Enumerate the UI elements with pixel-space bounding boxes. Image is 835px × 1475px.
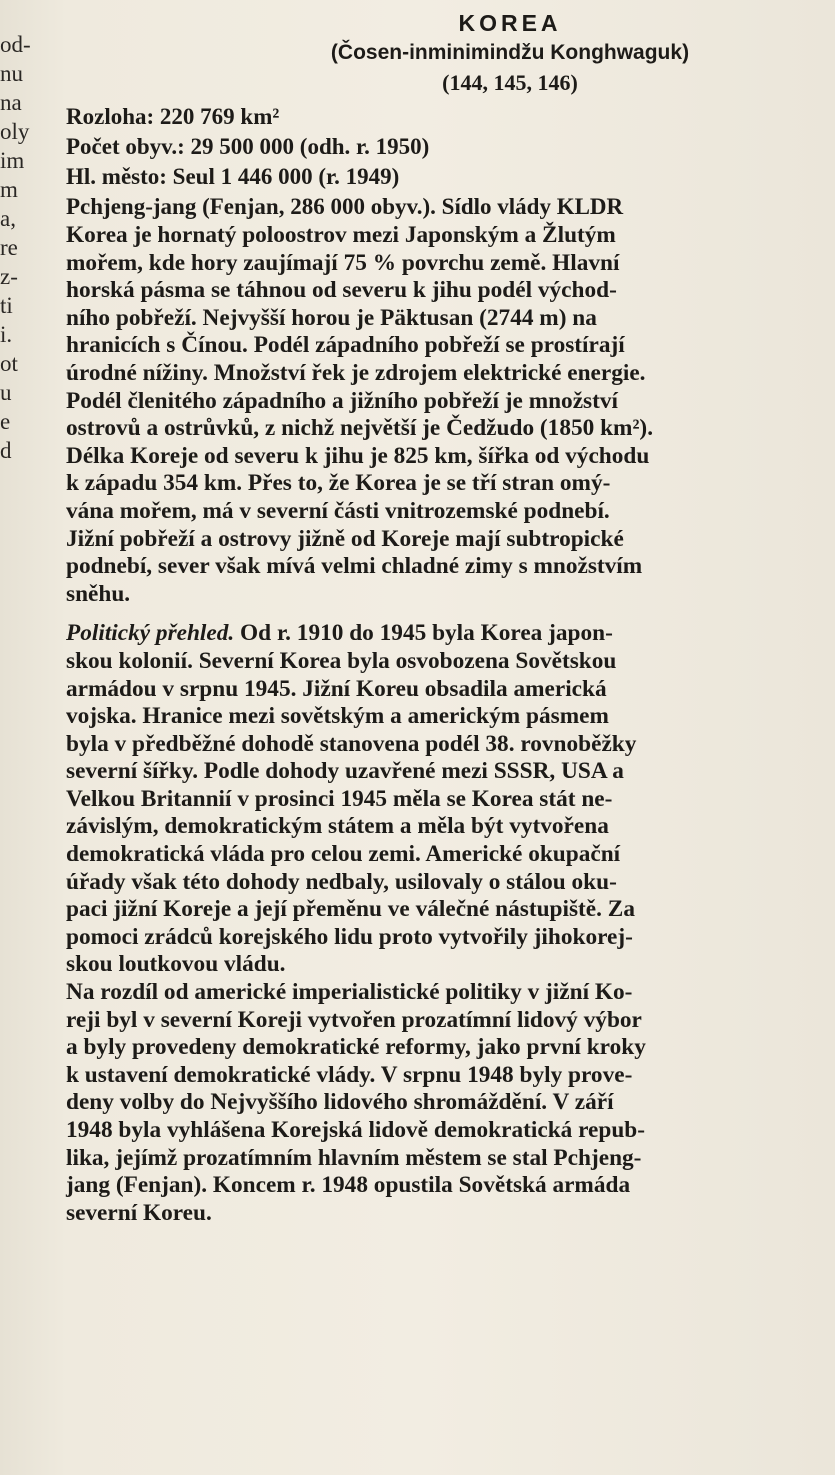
text-line: mořem, kde hory zaujímají 75 % povrchu země. Hlavní <box>66 249 620 276</box>
margin-fragment: od- <box>0 32 31 57</box>
section-heading-political: Politický přehled. <box>66 620 235 647</box>
text-line: armádou v srpnu 1945. Jižní Koreu obsadila americká <box>66 675 607 702</box>
paragraph-geography <box>66 222 824 608</box>
text-line: úřady však této dohody nedbaly, usilovaly o stálou oku- <box>66 868 617 895</box>
text-line: 1948 byla vyhlášena Korejská lidově demokratická repub- <box>66 1117 646 1143</box>
text-line: skou kolonií. Severní Korea byla osvobozena Sovětskou <box>66 647 617 674</box>
text-line: ního pobřeží. Nejvyšší horou je Päktusan (2744 m) na <box>66 304 597 331</box>
text-line: vojska. Hranice mezi sovětským a americkým pásmem <box>66 703 609 730</box>
fact-capital: Hl. město: Seul 1 446 000 (r. 1949) <box>66 164 400 189</box>
text-line: podnebí, sever však mívá velmi chladné zimy s množstvím <box>66 553 643 580</box>
text-line: Podél členitého západního a jižního pobřeží je množství <box>66 387 618 414</box>
text-line: horská pásma se táhnou od severu k jihu podél východ- <box>66 277 617 304</box>
text-line: a byly provedeny demokratické reformy, jako první kroky <box>66 1034 646 1061</box>
article-subtitle: (Čosen-inminimindžu Konghwaguk) <box>330 41 690 64</box>
text-line: jang (Fenjan). Koncem r. 1948 opustila Sovětská armáda <box>66 1172 631 1199</box>
text-line: sněhu. <box>66 580 131 607</box>
paragraph-north-korea <box>66 979 824 1227</box>
margin-fragment: m <box>0 177 18 202</box>
text-line: Korea je hornatý poloostrov mezi Japonským a Žlutým <box>66 222 616 248</box>
text-line: deny volby do Nejvyššího lidového shromáždění. V září <box>66 1089 614 1116</box>
margin-fragment: d <box>0 438 12 463</box>
text-line: byla v předběžné dohodě stanovena podél 38. rovnoběžky <box>66 730 637 757</box>
article-korea <box>66 8 824 1227</box>
text-line: pomoci zrádců korejského lidu proto vytvořily jihokorej- <box>66 923 633 950</box>
margin-fragment: im <box>0 148 25 173</box>
text-line: vána mořem, má v severní části vnitrozemské podnebí. <box>66 497 610 524</box>
article-title: KOREA <box>458 10 562 36</box>
margin-fragment: ot <box>0 351 18 376</box>
text-line: Na rozdíl od americké imperialistické politiky v jižní Ko- <box>66 979 633 1006</box>
text-line: hranicích s Čínou. Podél západního pobřeží se prostírají <box>66 332 625 359</box>
paragraph-political-first-line <box>66 620 824 648</box>
margin-fragment: nu <box>0 61 23 86</box>
margin-fragment: a, <box>0 206 16 231</box>
margin-fragment: oly <box>0 119 30 144</box>
text-line: Jižní pobřeží a ostrovy jižně od Koreje mají subtropické <box>66 525 624 552</box>
map-references: (144, 145, 146) <box>442 70 578 95</box>
text-line: k západu 354 km. Přes to, že Korea je se tří stran omý- <box>66 470 611 497</box>
text-line: paci jižní Koreje a její přeměnu ve válečné nástupiště. Za <box>66 896 635 923</box>
text-line: reji byl v severní Koreji vytvořen prozatímní lidový výbor <box>66 1006 642 1033</box>
fact-area: Rozloha: 220 769 km² <box>66 104 280 129</box>
text-line: skou loutkovou vládu. <box>66 951 286 978</box>
margin-fragment: z- <box>0 264 18 289</box>
text-line: lika, jejímž prozatímním hlavním městem se stal Pchjeng- <box>66 1144 642 1171</box>
text-line: severní šířky. Podle dohody uzavřené mezi SSSR, USA a <box>66 758 624 785</box>
margin-fragment: u <box>0 380 12 405</box>
fact-population: Počet obyv.: 29 500 000 (odh. r. 1950) <box>66 134 430 159</box>
margin-fragment: i. <box>0 322 13 347</box>
political-first-line-rest: Od r. 1910 do 1945 byla Korea japon- <box>234 620 613 647</box>
text-line: úrodné nížiny. Množství řek je zdrojem elektrické energie. <box>66 359 646 386</box>
text-line: Velkou Britannií v prosinci 1945 měla se Korea stát ne- <box>66 785 613 812</box>
text-line: severní Koreu. <box>66 1199 212 1226</box>
fact-list <box>66 102 824 222</box>
margin-fragment: e <box>0 409 11 434</box>
margin-fragment: na <box>0 90 22 115</box>
text-line: demokratická vláda pro celou zemi. Americké okupační <box>66 841 621 868</box>
paragraph-political <box>66 620 824 979</box>
text-line: Délka Koreje od severu k jihu je 825 km, šířka od východu <box>66 442 650 469</box>
text-line: k ustavení demokratické vlády. V srpnu 1948 byly prove- <box>66 1061 633 1088</box>
adjacent-page-margin <box>0 30 46 465</box>
fact-government-seat: Pchjeng-jang (Fenjan, 286 000 obyv.). Sídlo vlády KLDR <box>66 194 624 219</box>
text-line: ostrovů a ostrůvků, z nichž největší je Čedžudo (1850 km²). <box>66 415 654 442</box>
margin-fragment: re <box>0 235 18 260</box>
text-line: závislým, demokratickým státem a měla být vytvořena <box>66 813 609 840</box>
margin-fragment: ti <box>0 293 13 318</box>
